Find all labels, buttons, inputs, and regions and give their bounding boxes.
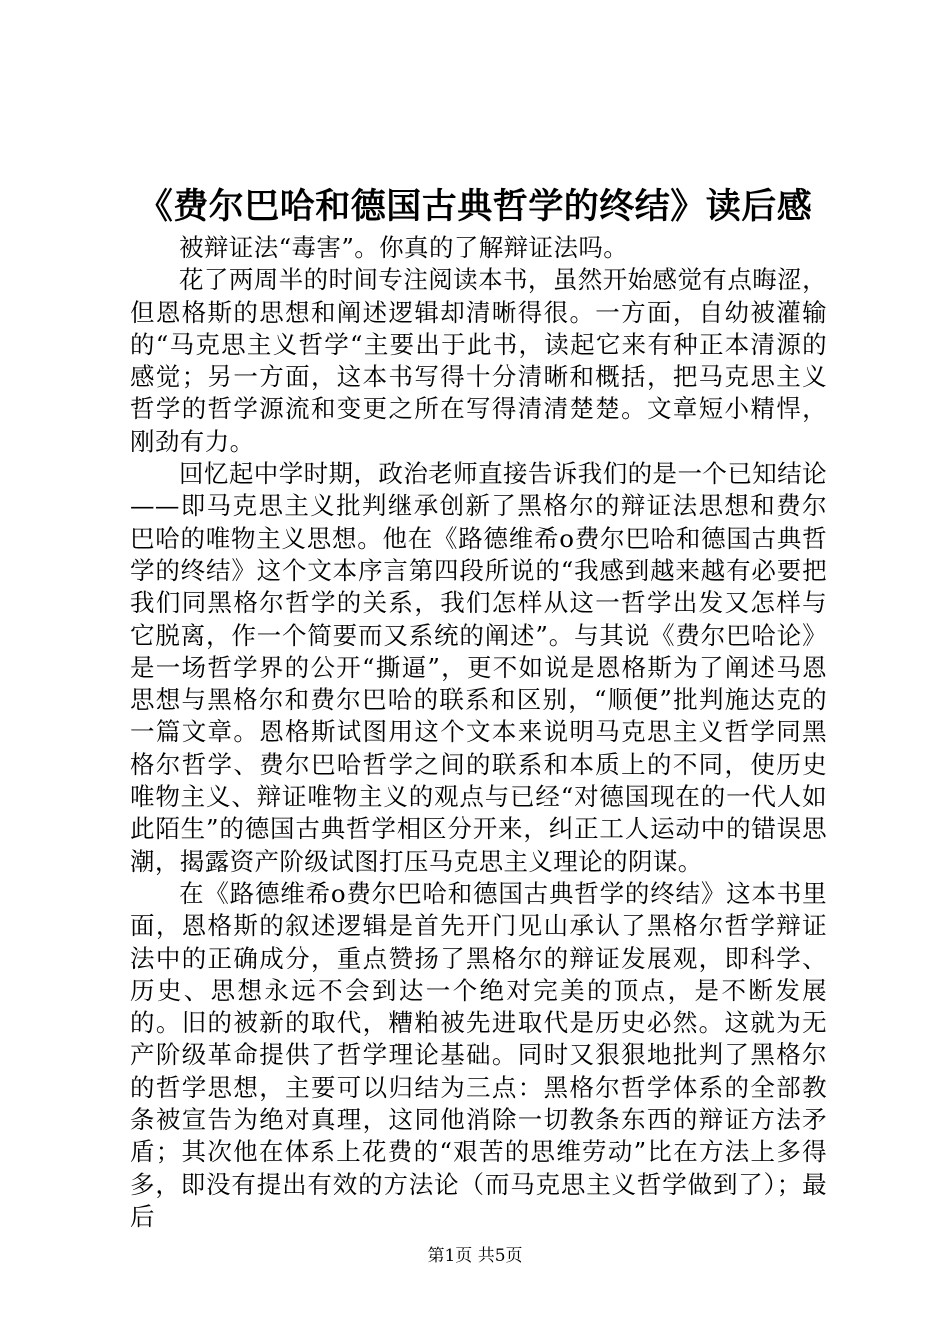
document-body — [130, 232, 827, 1233]
paragraph-2: 花了两周半的时间专注阅读本书，虽然开始感觉有点晦涩，但恩格斯的思想和阐述逻辑却清晰得很。一方面，自幼被灌输的“马克思主义哲学“主要出于此书，读起它来有种正本清源的感觉；另一方面，这本书写得十分清晰和概括，把马克思主义哲学的哲学源流和变更之所在写得清清楚楚。文章短小精悍，刚劲有力。 — [130, 265, 827, 456]
paragraph-1: 被辩证法“毒害”。你真的了解辩证法吗。 — [179, 233, 629, 262]
page-title: 《费尔巴哈和德国古典哲学的终结》读后感 — [137, 186, 813, 227]
page-footer: 第1页 共5页 — [427, 1246, 523, 1266]
paragraph-3: 回忆起中学时期，政治老师直接告诉我们的是一个已知结论——即马克思主义批判继承创新了黑格尔的辩证法思想和费尔巴哈的唯物主义思想。他在《路德维希o费尔巴哈和德国古典哲学的终结》这个文本序言第四段所说的“我感到越来越有必要把我们同黑格尔哲学的关系，我们怎样从这一哲学出发又怎样与它脱离，作一个简要而又系统的阐述”。与其说《费尔巴哈论》是一场哲学界的公开“撕逼”，更不如说是恩格斯为了阐述马恩思想与黑格尔和费尔巴哈的联系和区别，“顺便”批判施达克的一篇文章。恩格斯试图用这个文本来说明马克思主义哲学同黑格尔哲学、费尔巴哈哲学之间的联系和本质上的不同，使历史唯物主义、辩证唯物主义的观点与已经“对德国现在的一代人如此陌生”的德国古典哲学相区分开来，纠正工人运动中的错误思潮，揭露资产阶级试图打压马克思主义理论的阴谋。 — [130, 459, 827, 876]
paragraph-4: 在《路德维希o费尔巴哈和德国古典哲学的终结》这本书里面，恩格斯的叙述逻辑是首先开门见山承认了黑格尔哲学辩证法中的正确成分，重点赞扬了黑格尔的辩证发展观，即科学、历史、思想永远不会到达一个绝对完美的顶点，是不断发展的。旧的被新的取代，糟粕被先进取代是历史必然。这就为无产阶级革命提供了哲学理论基础。同时又狠狠地批判了黑格尔的哲学思想，主要可以归结为三点：黑格尔哲学体系的全部教条被宣告为绝对真理，这同他消除一切教条东西的辩证方法矛盾；其次他在体系上花费的“艰苦的思维劳动”比在方法上多得多，即没有提出有效的方法论（而马克思主义哲学做到了）；最后 — [130, 878, 827, 1231]
